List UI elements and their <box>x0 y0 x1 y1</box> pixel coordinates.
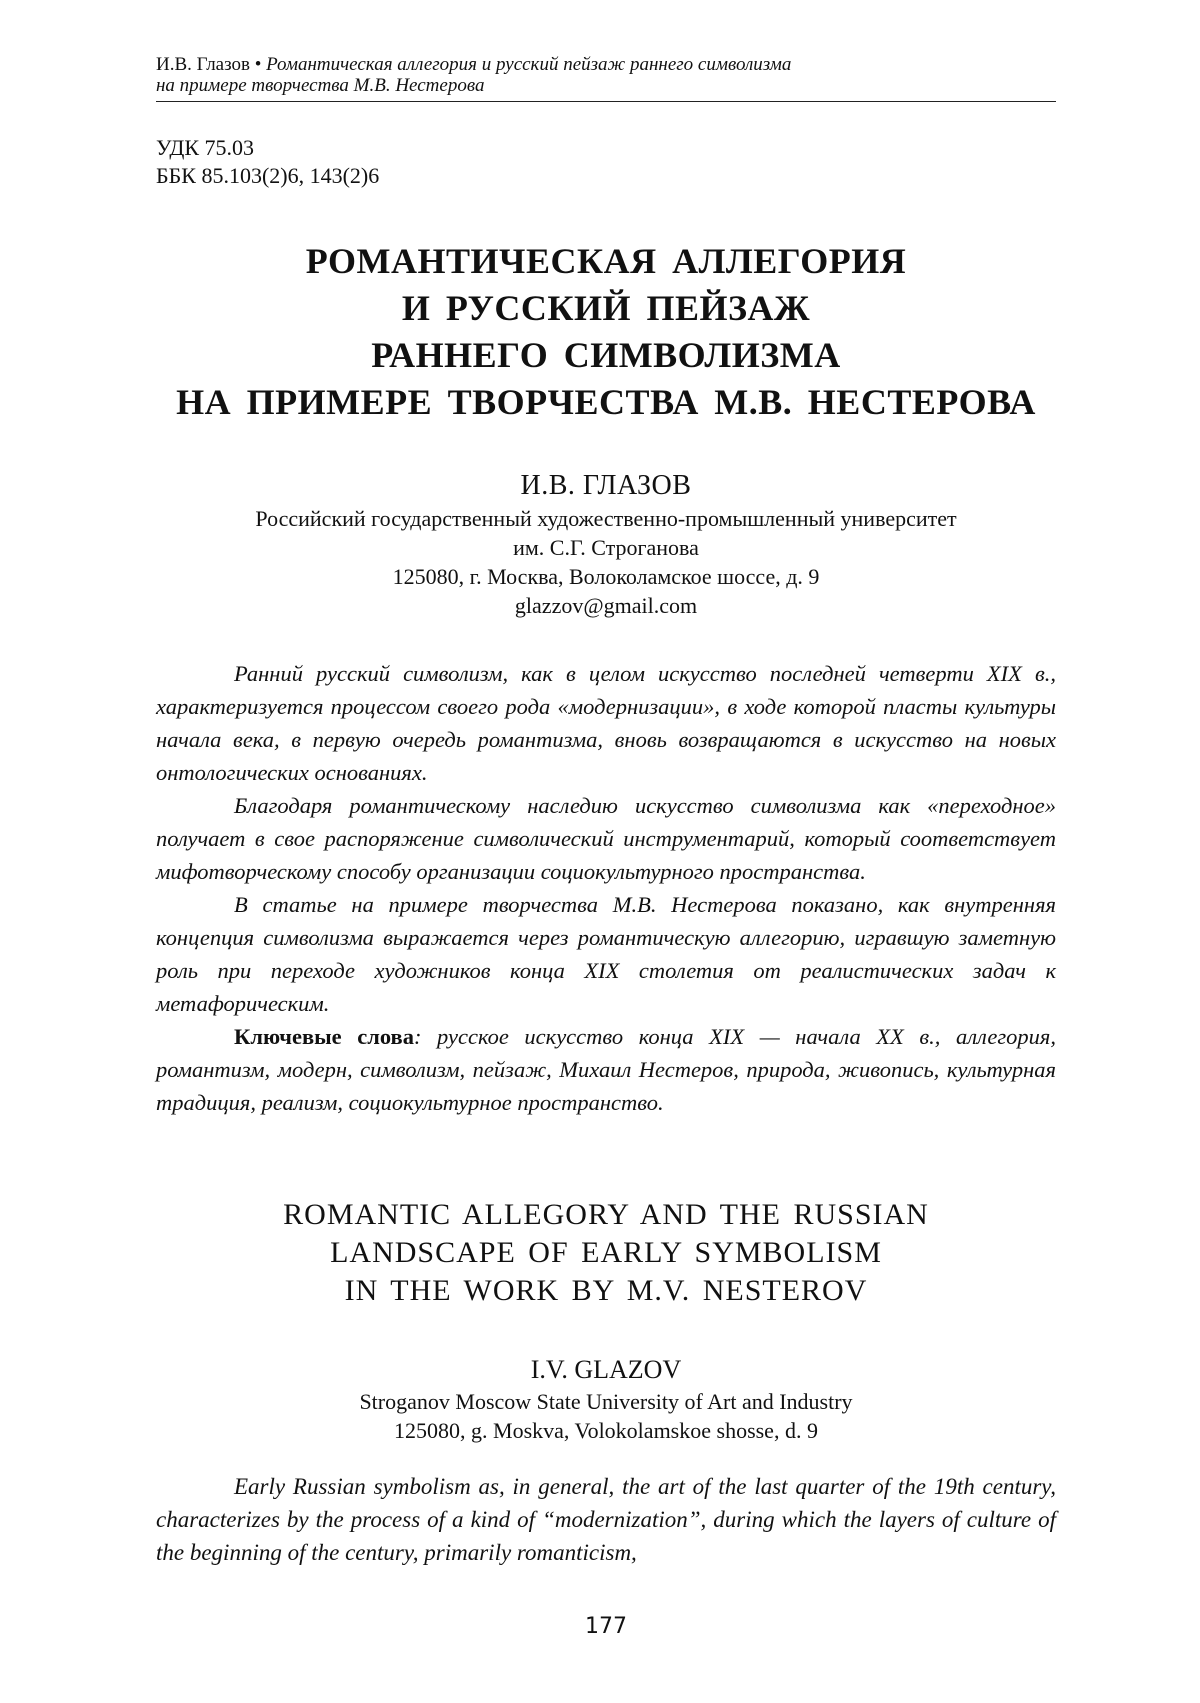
abstract-ru-paragraph: Благодаря романтическому наследию искусство символизма как «переходное» получает в свое распоряжение символический инструментарий, который соответствует мифотворческому способу организации социокультурного пространства. <box>156 789 1056 888</box>
author-block-en <box>156 1353 1056 1445</box>
affiliation-ru-1: Российский государственный художественно-промышленный университет <box>156 504 1056 533</box>
title-ru-line: РАННЕГО СИМВОЛИЗМА <box>156 332 1056 379</box>
abstract-ru-paragraph: Ранний русский символизм, как в целом искусство последней четверти XIX в., характеризуется процессом своего рода «модернизации», в ходе которой пласты культуры начала века, в первую очередь романтизма, вновь возвращаются в искусство на новых онтологических основаниях. <box>156 657 1056 789</box>
page-number: 177 <box>156 1614 1056 1640</box>
abstract-ru <box>156 657 1056 1119</box>
bbk-code: ББК 85.103(2)6, 143(2)6 <box>156 162 379 190</box>
article-title-en <box>156 1196 1056 1310</box>
title-en-line: LANDSCAPE OF EARLY SYMBOLISM <box>156 1234 1056 1272</box>
udk-code: УДК 75.03 <box>156 134 379 162</box>
address-ru: 125080, г. Москва, Волоколамское шоссе, д. 9 <box>156 562 1056 591</box>
running-header-author: И.В. Глазов <box>156 54 250 75</box>
article-title-ru <box>156 238 1056 426</box>
running-header-line-1 <box>156 54 1056 75</box>
header-divider <box>156 101 1056 102</box>
author-name-ru: И.В. ГЛАЗОВ <box>156 468 1056 504</box>
author-name-en: I.V. GLAZOV <box>156 1353 1056 1387</box>
affiliation-en: Stroganov Moscow State University of Art and Industry <box>156 1387 1056 1416</box>
running-header-separator: • <box>255 54 262 75</box>
running-header-title-2: на примере творчества М.В. Нестерова <box>156 75 1056 96</box>
keywords-label: Ключевые слова <box>234 1024 414 1049</box>
author-block-ru <box>156 468 1056 620</box>
title-en-line: IN THE WORK BY M.V. NESTEROV <box>156 1272 1056 1310</box>
article-page <box>156 0 1056 1703</box>
classification-codes <box>156 134 379 190</box>
title-en-line: ROMANTIC ALLEGORY AND THE RUSSIAN <box>156 1196 1056 1234</box>
running-header-title-1: Романтическая аллегория и русский пейзаж раннего символизма <box>266 54 791 75</box>
abstract-ru-paragraph: В статье на примере творчества М.В. Нестерова показано, как внутренняя концепция символизма выражается через романтическую аллегорию, игравшую заметную роль при переходе художников конца XIX столетия от реалистических задач к метафорическим. <box>156 888 1056 1020</box>
abstract-en <box>156 1470 1056 1569</box>
title-ru-line: НА ПРИМЕРЕ ТВОРЧЕСТВА М.В. НЕСТЕРОВА <box>156 379 1056 426</box>
running-header <box>156 54 1056 96</box>
title-ru-line: И РУССКИЙ ПЕЙЗАЖ <box>156 285 1056 332</box>
abstract-en-paragraph: Early Russian symbolism as, in general, the art of the last quarter of the 19th century, characterizes by the process of a kind of “modernization”, during which the layers of culture of the beginning of the century, primarily romanticism, <box>156 1470 1056 1569</box>
title-ru-line: РОМАНТИЧЕСКАЯ АЛЛЕГОРИЯ <box>156 238 1056 285</box>
affiliation-ru-2: им. С.Г. Строганова <box>156 533 1056 562</box>
author-email[interactable]: glazzov@gmail.com <box>156 591 1056 620</box>
keywords-text: : русское искусство конца XIX — начала XX в., аллегория, романтизм, модерн, символизм, пейзаж, Михаил Нестеров, природа, живопись, культурная традиция, реализм, социокультурное пространство. <box>156 1024 1056 1115</box>
keywords-ru <box>156 1020 1056 1119</box>
address-en: 125080, g. Moskva, Volokolamskoe shosse, d. 9 <box>156 1416 1056 1445</box>
